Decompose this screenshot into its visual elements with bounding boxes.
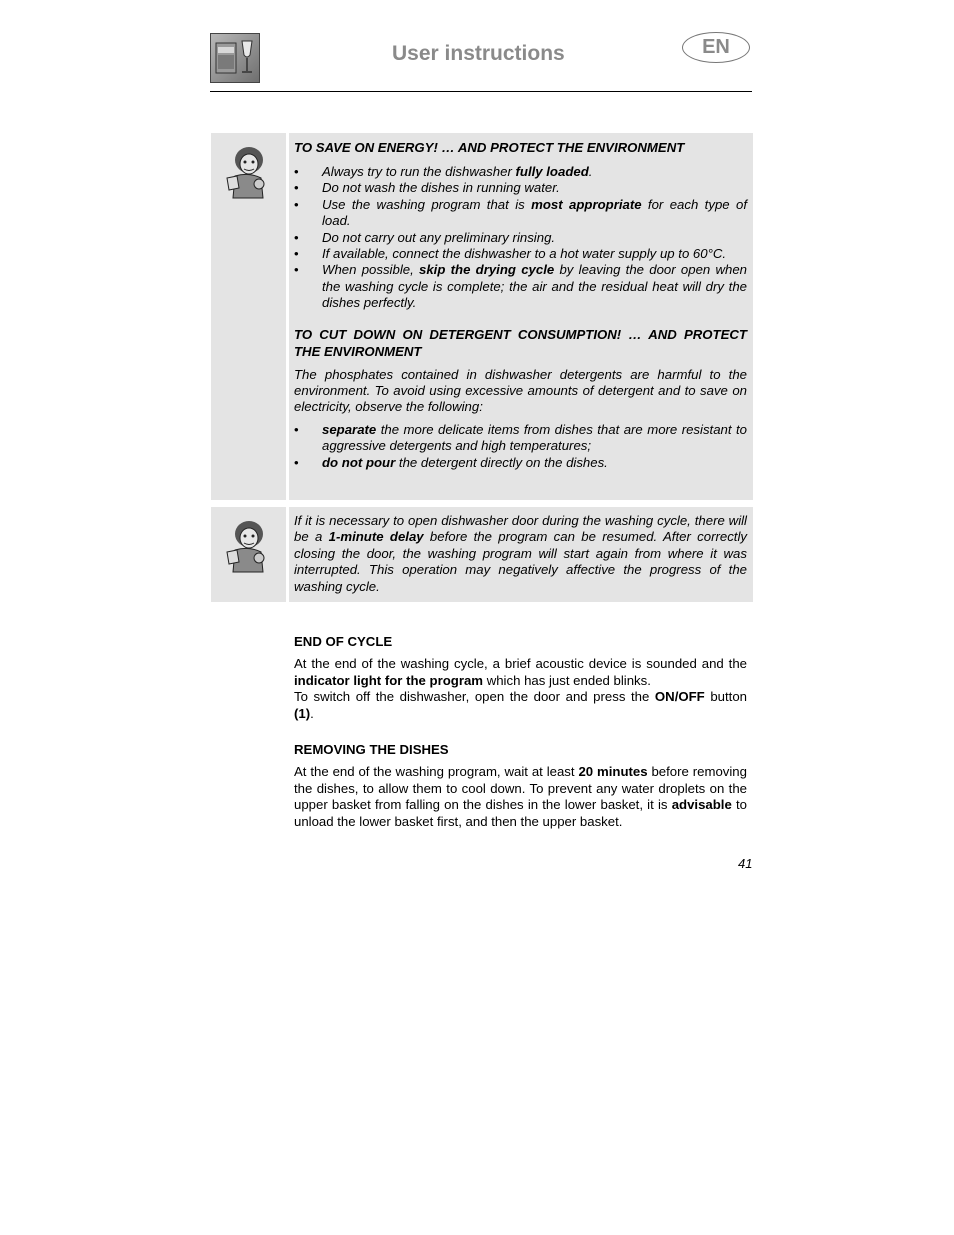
- mascot-thumbs-up-icon: [223, 142, 273, 200]
- language-badge: EN: [682, 32, 750, 63]
- removing-dishes-heading: REMOVING THE DISHES: [294, 742, 449, 757]
- detergent-heading: TO CUT DOWN ON DETERGENT CONSUMPTION! … AND PROTECT THE ENVIRONMENT: [294, 326, 747, 359]
- end-of-cycle-heading: END OF CYCLE: [294, 634, 393, 649]
- list-item: • do not pour the detergent directly on the dishes.: [294, 455, 747, 471]
- page-title: User instructions: [392, 42, 565, 65]
- list-item: • Use the washing program that is most appropriate for each type of load.: [294, 197, 747, 230]
- icon-cell: [211, 133, 286, 500]
- end-of-cycle-section: [294, 634, 747, 722]
- door-delay-text: If it is necessary to open dishwasher door during the washing cycle, there will be a 1-minute delay before the program can be resumed. After correctly closing the door, the washing program will start again from where it was interrupted. This operation may negatively affective the progress of the washing cycle.: [294, 513, 747, 594]
- energy-heading: TO SAVE ON ENERGY! … AND PROTECT THE ENVIRONMENT: [294, 140, 685, 155]
- door-delay-tip-box: [211, 507, 753, 602]
- end-of-cycle-paragraph: At the end of the washing cycle, a brief acoustic device is sounded and the indicator light for the program which has just ended blinks. To switch off the dishwasher, open the door and press the ON/OFF button (1).: [294, 656, 747, 721]
- list-item: • When possible, skip the drying cycle by leaving the door open when the washing cycle is complete; the air and the residual heat will dry the dishes perfectly.: [294, 262, 747, 311]
- removing-dishes-section: [294, 742, 747, 830]
- environment-tip-box: [211, 133, 753, 500]
- detergent-tips-list: [294, 422, 747, 471]
- page-header: [210, 32, 752, 92]
- list-item: • Always try to run the dishwasher fully loaded.: [294, 164, 747, 180]
- tip-text-cell: [289, 507, 753, 602]
- removing-dishes-paragraph: At the end of the washing program, wait at least 20 minutes before removing the dishes, to allow them to cool down. To prevent any water droplets on the upper basket from falling on the dishes in the lower basket, it is advisable to unload the lower basket first, and then the upper basket.: [294, 764, 747, 829]
- tip-text-cell: [289, 133, 753, 500]
- page-number: 41: [738, 856, 753, 871]
- icon-cell: [211, 507, 286, 602]
- detergent-paragraph: The phosphates contained in dishwasher detergents are harmful to the environment. To avoid using excessive amounts of detergent and to save on electricity, observe the following:: [294, 366, 747, 415]
- list-item: • Do not wash the dishes in running water.: [294, 180, 747, 196]
- header-divider: [210, 91, 752, 92]
- energy-tips-list: [294, 164, 747, 312]
- dishwasher-logo-icon: [210, 33, 260, 83]
- mascot-thumbs-up-icon: [223, 516, 273, 574]
- list-item: • If available, connect the dishwasher to a hot water supply up to 60°C.: [294, 246, 747, 262]
- list-item: • separate the more delicate items from dishes that are more resistant to aggressive detergents and high temperatures;: [294, 422, 747, 455]
- list-item: • Do not carry out any preliminary rinsing.: [294, 230, 747, 246]
